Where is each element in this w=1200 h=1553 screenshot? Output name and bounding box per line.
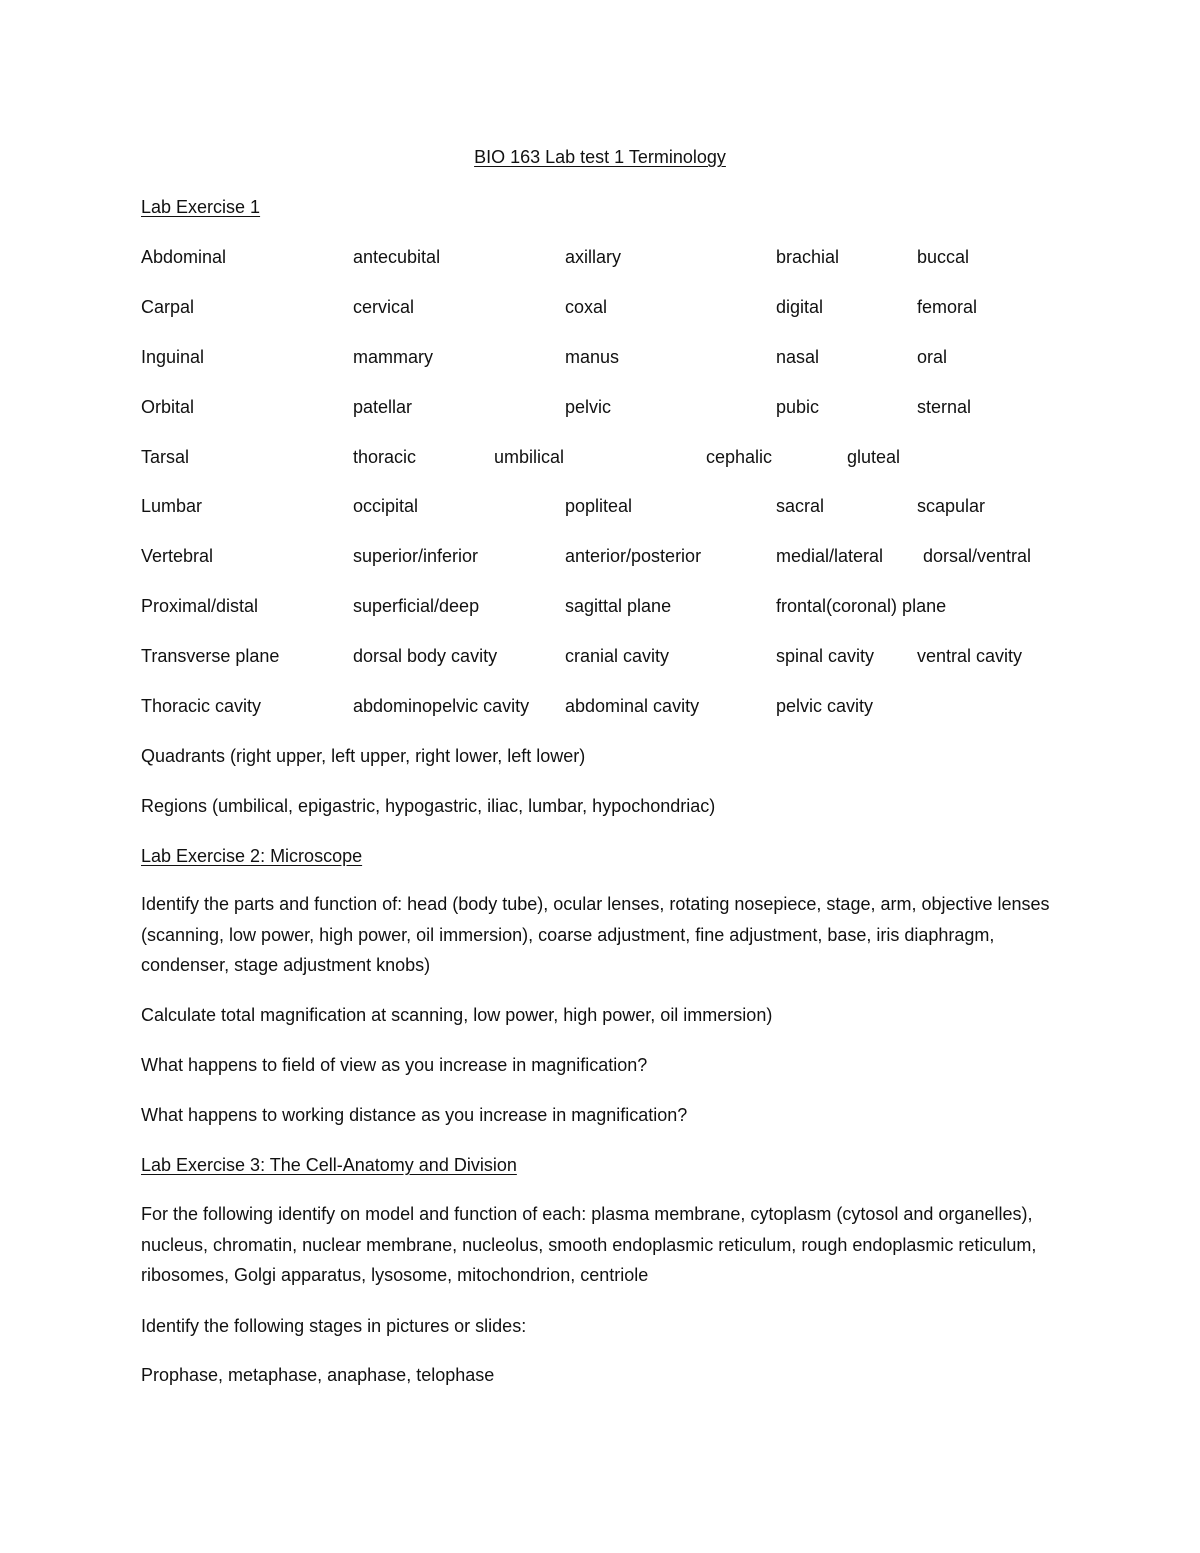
working-distance-question: What happens to working distance as you increase in magnification? [141,1105,688,1125]
term: anterior/posterior [565,546,702,566]
term: frontal(coronal) plane [776,596,947,616]
term: mammary [353,347,433,367]
term: antecubital [353,247,441,267]
microscope-parts-paragraph: Identify the parts and function of: head (body tube), ocular lenses, rotating nosepiece, stage, arm, objective lenses (scanning, low power, high power, oil immersion), coarse adjustment, fine adjustment, base, iris diaphragm, condenser, stage adjustment knobs) [141,894,1050,975]
term: patellar [353,397,413,417]
term: cranial cavity [565,646,670,666]
term: thoracic [353,447,417,467]
term: Carpal [141,297,195,317]
term: cephalic [706,447,773,467]
term: manus [565,347,620,367]
section-heading-ex3: Lab Exercise 3: The Cell-Anatomy and Division [141,1155,517,1175]
section-heading-ex1: Lab Exercise 1 [141,197,261,217]
term: occipital [353,496,419,516]
term: pelvic [565,397,612,417]
term: oral [917,347,948,367]
term: umbilical [494,447,565,467]
term: pelvic cavity [776,696,874,716]
quadrants-line: Quadrants (right upper, left upper, right lower, left lower) [141,746,586,766]
section-heading-ex2: Lab Exercise 2: Microscope [141,846,363,866]
term: coxal [565,297,608,317]
term: popliteal [565,496,633,516]
term: spinal cavity [776,646,875,666]
term: Tarsal [141,447,190,467]
term: superficial/deep [353,596,480,616]
term: Transverse plane [141,646,280,666]
field-of-view-question: What happens to field of view as you increase in magnification? [141,1055,648,1075]
term: digital [776,297,824,317]
term: ventral cavity [917,646,1023,666]
term: sternal [917,397,972,417]
term: nasal [776,347,820,367]
term: superior/inferior [353,546,479,566]
term: gluteal [847,447,901,467]
term: femoral [917,297,978,317]
term: scapular [917,496,986,516]
term: abdominopelvic cavity [353,696,530,716]
term: pubic [776,397,820,417]
term: buccal [917,247,970,267]
mitosis-stages: Prophase, metaphase, anaphase, telophase [141,1365,495,1385]
regions-line: Regions (umbilical, epigastric, hypogastric, iliac, lumbar, hypochondriac) [141,796,716,816]
stages-prompt: Identify the following stages in pictures or slides: [141,1316,527,1336]
term: Vertebral [141,546,214,566]
term: brachial [776,247,840,267]
page-title: BIO 163 Lab test 1 Terminology [474,147,726,167]
term: dorsal body cavity [353,646,498,666]
term: abdominal cavity [565,696,700,716]
term: dorsal/ventral [923,546,1032,566]
magnification-question: Calculate total magnification at scanning, low power, high power, oil immersion) [141,1005,773,1025]
term: Orbital [141,397,195,417]
term: Thoracic cavity [141,696,262,716]
term: cervical [353,297,415,317]
term: medial/lateral [776,546,884,566]
term: axillary [565,247,622,267]
term: sagittal plane [565,596,672,616]
term: Proximal/distal [141,596,259,616]
cell-structures-paragraph: For the following identify on model and function of each: plasma membrane, cytoplasm (cytosol and organelles), nucleus, chromatin, nuclear membrane, nucleolus, smooth endoplasmic reticulum, rough endoplasmic reticulum, ribosomes, Golgi apparatus, lysosome, mitochondrion, centriole [141,1204,1037,1285]
term: Abdominal [141,247,227,267]
term: Inguinal [141,347,205,367]
term: Lumbar [141,496,203,516]
term: sacral [776,496,825,516]
